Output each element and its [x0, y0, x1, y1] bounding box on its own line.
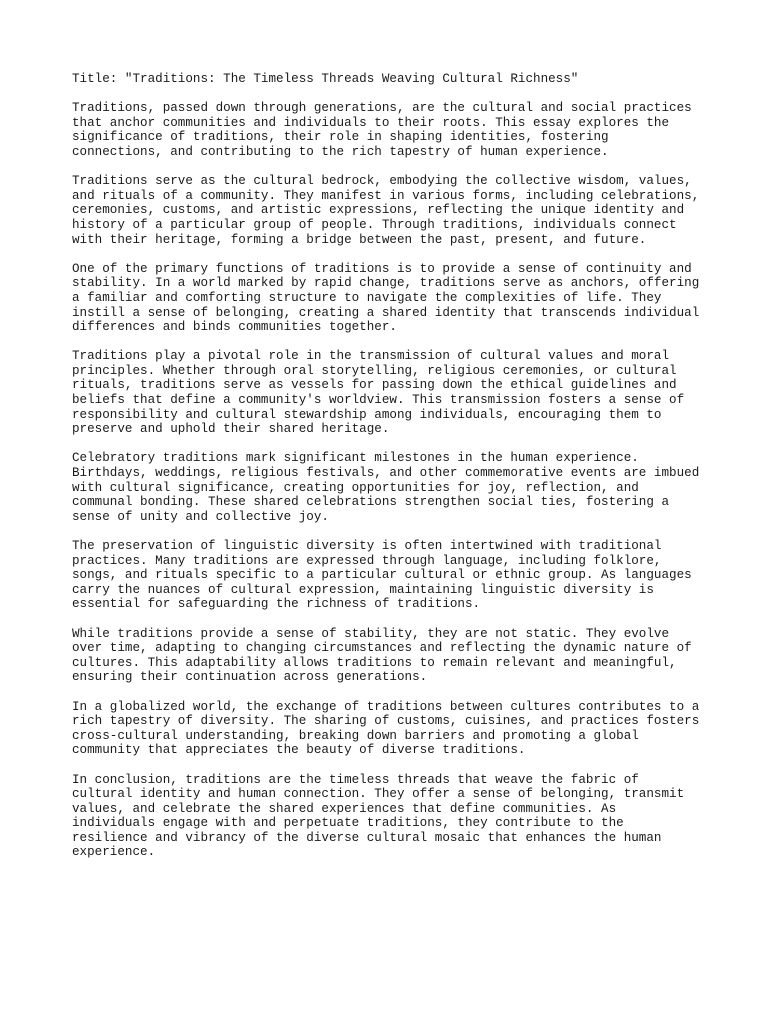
- paragraph-line: communal bonding. These shared celebrations strengthen social ties, fostering a: [72, 495, 670, 510]
- paragraph-line: In a globalized world, the exchange of traditions between cultures contributes to a: [72, 699, 700, 714]
- paragraph-line: sense of unity and collective joy.: [72, 509, 329, 524]
- paragraph-line: values, and celebrate the shared experiences that define communities. As: [72, 801, 617, 816]
- paragraph-line: While traditions provide a sense of stability, they are not static. They evolve: [72, 626, 670, 641]
- document-body: [72, 72, 712, 875]
- paragraph-line: rich tapestry of diversity. The sharing of customs, cuisines, and practices fosters: [72, 714, 700, 729]
- paragraph-line: and rituals of a community. They manifest in various forms, including celebrations,: [72, 188, 700, 203]
- paragraph: [72, 700, 712, 758]
- paragraph: [72, 349, 712, 437]
- paragraph-line: Traditions play a pivotal role in the transmission of cultural values and moral: [72, 349, 670, 364]
- paragraph-line: Birthdays, weddings, religious festivals, and other commemorative events are imbued: [72, 466, 700, 481]
- paragraph: [72, 262, 712, 335]
- paragraph-line: a familiar and comforting structure to navigate the complexities of life. They: [72, 290, 662, 305]
- paragraph-line: essential for safeguarding the richness of traditions.: [72, 597, 481, 612]
- paragraph-line: stability. In a world marked by rapid change, traditions serve as anchors, offering: [72, 276, 700, 291]
- paragraph: [72, 539, 712, 612]
- paragraph: [72, 627, 712, 685]
- paragraph-line: practices. Many traditions are expressed through language, including folklore,: [72, 553, 662, 568]
- paragraph-line: ensuring their continuation across generations.: [72, 670, 428, 685]
- paragraph: [72, 451, 712, 524]
- paragraph-line: with their heritage, forming a bridge between the past, present, and future.: [72, 232, 647, 247]
- paragraph-line: ceremonies, customs, and artistic expressions, reflecting the unique identity and: [72, 203, 685, 218]
- paragraph-line: instill a sense of belonging, creating a shared identity that transcends individual: [72, 305, 700, 320]
- paragraph-line: experience.: [72, 845, 156, 860]
- paragraph: [72, 101, 712, 159]
- paragraph-line: The preservation of linguistic diversity is often intertwined with traditional: [72, 539, 662, 553]
- paragraph-line: cross-cultural understanding, breaking down barriers and promoting a global: [72, 728, 639, 743]
- document-title: Title: "Traditions: The Timeless Threads Weaving Cultural Richness": [72, 72, 579, 86]
- paragraph-line: principles. Whether through oral storytelling, religious ceremonies, or cultural: [72, 363, 677, 378]
- paragraph-line: history of a particular group of people. Through traditions, individuals connect: [72, 217, 677, 232]
- paragraph: [72, 174, 712, 247]
- paragraph-line: connections, and contributing to the rich tapestry of human experience.: [72, 144, 609, 159]
- paragraph-line: Celebratory traditions mark significant milestones in the human experience.: [72, 451, 639, 466]
- paragraph-line: resilience and vibrancy of the diverse cultural mosaic that enhances the human: [72, 830, 662, 845]
- paragraph-line: In conclusion, traditions are the timeless threads that weave the fabric of: [72, 772, 639, 787]
- paragraph-line: Traditions serve as the cultural bedrock, embodying the collective wisdom, values,: [72, 174, 692, 189]
- paragraph-line: beliefs that define a community's worldview. This transmission fosters a sense of: [72, 393, 685, 408]
- paragraph-line: One of the primary functions of traditions is to provide a sense of continuity and: [72, 261, 692, 276]
- paragraph-line: cultures. This adaptability allows traditions to remain relevant and meaningful,: [72, 655, 677, 670]
- paragraph-line: preserve and uphold their shared heritage.: [72, 422, 390, 437]
- paragraph-line: cultural identity and human connection. They offer a sense of belonging, transmit: [72, 787, 685, 802]
- paragraph: [72, 773, 712, 861]
- paragraph-line: that anchor communities and individuals to their roots. This essay explores the: [72, 115, 670, 130]
- paragraph-line: community that appreciates the beauty of diverse traditions.: [72, 743, 526, 758]
- paragraph-line: differences and binds communities together.: [72, 320, 397, 335]
- paragraph-line: with cultural significance, creating opportunities for joy, reflection, and: [72, 480, 639, 495]
- paragraph-line: carry the nuances of cultural expression, maintaining linguistic diversity is: [72, 582, 654, 597]
- paragraph-line: songs, and rituals specific to a particular cultural or ethnic group. As languages: [72, 568, 692, 583]
- paragraph-line: individuals engage with and perpetuate traditions, they contribute to the: [72, 816, 624, 831]
- paragraph-line: rituals, traditions serve as vessels for passing down the ethical guidelines and: [72, 378, 677, 393]
- paragraph-line: responsibility and cultural stewardship among individuals, encouraging them to: [72, 407, 662, 422]
- paragraph-line: Traditions, passed down through generations, are the cultural and social practices: [72, 101, 692, 116]
- paragraph-line: over time, adapting to changing circumstances and reflecting the dynamic nature of: [72, 641, 692, 656]
- paragraph-line: significance of traditions, their role in shaping identities, fostering: [72, 130, 609, 145]
- paragraph-list: [72, 101, 712, 860]
